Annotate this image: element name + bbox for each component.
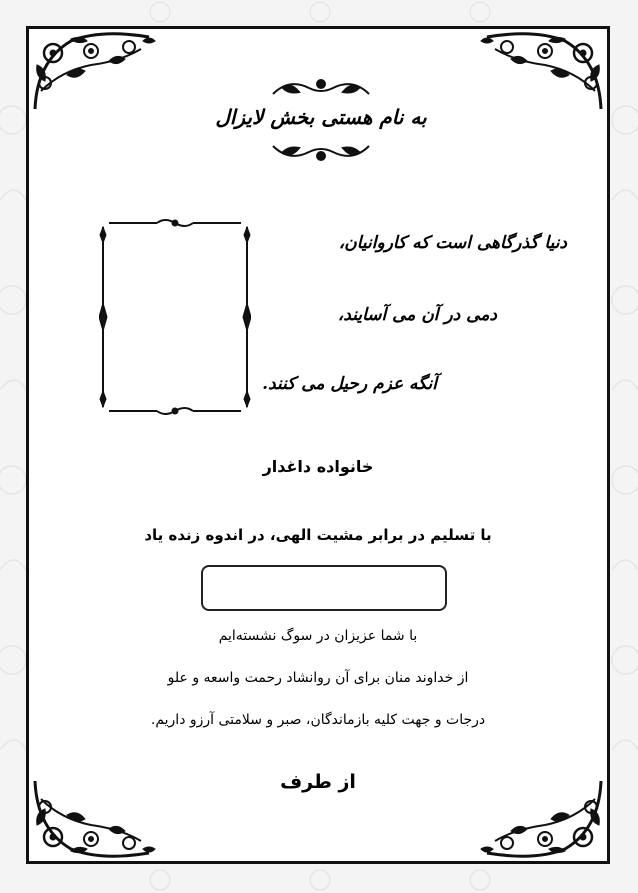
message-line-1: با شما عزیزان در سوگ نشسته‌ایم <box>218 628 418 644</box>
announcement-card <box>26 26 610 864</box>
family-label: خانواده داغدار <box>262 457 374 476</box>
floral-corner-icon <box>31 31 161 113</box>
page-title: به نام هستی بخش لایزال <box>215 105 427 129</box>
floral-corner-icon <box>475 31 605 113</box>
scroll-ornament-icon <box>269 76 373 98</box>
message-line-3: درجات و جهت کلیه بازماندگان، صبر و سلامتی آرزو داریم. <box>150 712 486 728</box>
submission-text: با تسلیم در برابر مشیت الهی، در اندوه زنده یاد <box>144 526 492 544</box>
message-line-2: از خداوند منان برای آن روانشاد رحمت واسعه و علو <box>167 670 469 686</box>
from-label: از طرف <box>280 771 356 793</box>
photo-frame <box>99 219 251 415</box>
poem-line-2: دمی در آن می آسایند، <box>337 305 497 325</box>
poem-line-1: دنیا گذرگاهی است که کاروانیان، <box>338 233 567 253</box>
scroll-ornament-icon <box>269 142 373 164</box>
poem-line-3: آنگه عزم رحیل می کنند. <box>262 374 437 394</box>
deceased-name-box[interactable] <box>201 565 447 611</box>
